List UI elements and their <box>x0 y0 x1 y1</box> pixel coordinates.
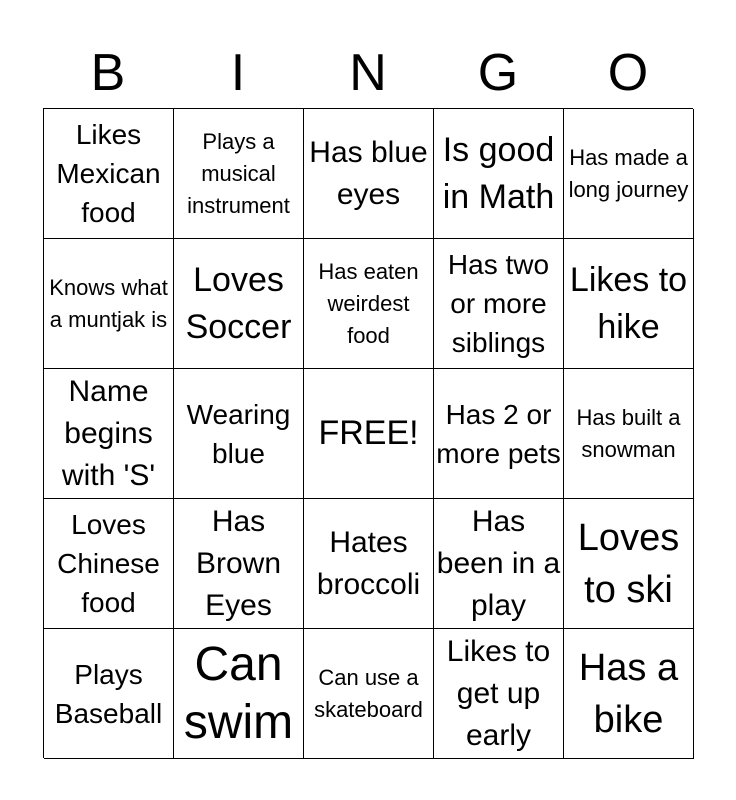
bingo-cell[interactable] <box>304 109 434 239</box>
bingo-cell[interactable] <box>434 369 564 499</box>
free-space-cell[interactable] <box>304 369 434 499</box>
cell-text: Loves Chinese food <box>57 509 160 618</box>
bingo-cell[interactable] <box>564 499 694 629</box>
cell-text: Has two or more siblings <box>447 249 550 358</box>
bingo-cell[interactable] <box>44 499 174 629</box>
bingo-cell[interactable] <box>174 499 304 629</box>
cell-text: Is good in Math <box>442 130 555 216</box>
bingo-cell[interactable] <box>434 109 564 239</box>
cell-text: Can swim <box>183 637 294 749</box>
bingo-cell[interactable] <box>174 239 304 369</box>
header-letter-n: N <box>349 44 387 102</box>
cell-text: Loves Soccer <box>185 260 292 346</box>
cell-text: Has a bike <box>578 646 679 741</box>
cell-text: Plays Baseball <box>54 658 163 729</box>
bingo-cell[interactable] <box>44 239 174 369</box>
header-letter-g: G <box>477 44 519 102</box>
cell-text: Has eaten weirdest food <box>318 258 419 348</box>
bingo-cell[interactable] <box>564 109 694 239</box>
bingo-cell[interactable] <box>44 629 174 759</box>
bingo-cell[interactable] <box>564 369 694 499</box>
cell-text: Wearing blue <box>186 398 291 469</box>
cell-text: Has built a snowman <box>576 404 681 462</box>
cell-text: Has been in a play <box>436 504 561 622</box>
header-letter-i: I <box>230 44 246 102</box>
bingo-cell[interactable] <box>174 369 304 499</box>
bingo-cell[interactable] <box>304 239 434 369</box>
bingo-cell[interactable] <box>304 629 434 759</box>
bingo-cell[interactable] <box>434 499 564 629</box>
cell-text: Likes Mexican food <box>56 119 161 228</box>
bingo-cell[interactable] <box>174 109 304 239</box>
cell-text: Plays a musical instrument <box>187 128 290 218</box>
cell-text: Has blue eyes <box>309 135 428 211</box>
cell-text: Likes to get up early <box>446 634 551 752</box>
free-space-text: FREE! <box>318 414 419 452</box>
bingo-cell[interactable] <box>564 239 694 369</box>
bingo-cell[interactable] <box>44 369 174 499</box>
bingo-cell[interactable] <box>304 499 434 629</box>
bingo-board <box>43 108 693 758</box>
cell-text: Can use a skateboard <box>314 664 423 722</box>
cell-text: Likes to hike <box>569 260 688 346</box>
bingo-cell[interactable] <box>434 629 564 759</box>
cell-text: Has Brown Eyes <box>195 504 282 622</box>
cell-text: Name begins with 'S' <box>61 374 156 492</box>
cell-text: Knows what a muntjak is <box>49 274 168 332</box>
cell-text: Has made a long journey <box>568 144 689 202</box>
bingo-cell[interactable] <box>434 239 564 369</box>
bingo-cell[interactable] <box>174 629 304 759</box>
cell-text: Has 2 or more pets <box>436 398 561 469</box>
header-letter-o: O <box>607 44 649 102</box>
header-letter-b: B <box>90 44 126 102</box>
cell-text: Loves to ski <box>577 516 680 611</box>
cell-text: Hates broccoli <box>316 525 421 601</box>
bingo-header <box>43 40 693 106</box>
bingo-cell[interactable] <box>44 109 174 239</box>
bingo-cell[interactable] <box>564 629 694 759</box>
